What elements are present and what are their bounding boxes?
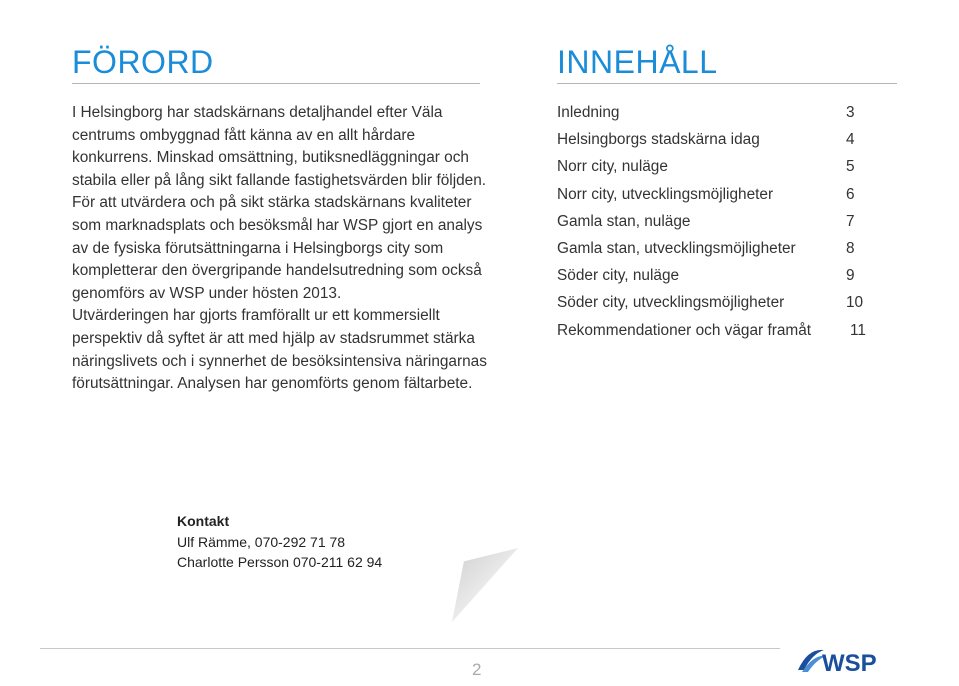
toc-item[interactable] xyxy=(557,292,887,319)
foreword-paragraph-2: Utvärderingen har gjorts framförallt ur ett kommersiellt perspektiv då syftet är att med hjälp av stadsrummet stärka näringslivets och i synnerhet de besöksintensiva näringarnas förutsättningar. Analysen har genomförts genom fältarbete. xyxy=(72,307,487,393)
toc-item-page: 5 xyxy=(846,158,855,176)
toc-item-page: 4 xyxy=(846,131,855,149)
toc-item-page: 9 xyxy=(846,267,855,285)
contents-title-rule xyxy=(557,83,897,84)
footer-divider xyxy=(40,648,780,649)
foreword-title: FÖRORD xyxy=(72,44,214,80)
toc-item-label: Rekommendationer och vägar framåt xyxy=(557,321,812,339)
toc-item[interactable] xyxy=(557,129,887,156)
contents-title: INNEHÅLL xyxy=(557,44,718,80)
toc-item-page: 10 xyxy=(846,294,864,312)
toc-item[interactable] xyxy=(557,102,887,129)
toc-item[interactable] xyxy=(557,265,887,292)
toc-item-label: Söder city, nuläge xyxy=(557,267,680,285)
toc-item-page: 11 xyxy=(850,321,866,339)
table-of-contents xyxy=(557,102,887,347)
contact-line-2: Charlotte Persson 070-211 62 94 xyxy=(177,554,383,570)
toc-item-label: Norr city, nuläge xyxy=(557,158,668,176)
toc-item-label: Inledning xyxy=(557,104,620,121)
contact-label: Kontakt xyxy=(177,513,230,529)
toc-item[interactable] xyxy=(557,320,887,347)
toc-item-page: 8 xyxy=(846,239,855,257)
toc-item[interactable] xyxy=(557,156,887,183)
toc-item[interactable] xyxy=(557,211,887,238)
toc-item-label: Gamla stan, utvecklingsmöjligheter xyxy=(557,239,796,257)
toc-item[interactable] xyxy=(557,238,887,265)
wsp-logo xyxy=(792,640,892,680)
toc-item[interactable] xyxy=(557,184,887,211)
foreword-paragraph-1: I Helsingborg har stadskärnans detaljhandel efter Väla centrums ombyggnad fått känna av en allt hårdare konkurrens. Minskad omsättning, butiksnedläggningar och stabila eller på lång sikt fallande fastighetsvärden blir följden. För att utvärdera och på sikt stärka stadskärnans kvaliteter som marknadsplats och besöksmål har WSP gjort en analys av de fysiska förutsättningarna i Helsingborgs city som kompletterar den övergripande handelsutredning som också genomförs av WSP under hösten 2013. xyxy=(72,104,487,302)
toc-item-page: 7 xyxy=(846,212,855,230)
page-number: 2 xyxy=(472,660,482,679)
toc-item-label: Helsingborgs stadskärna idag xyxy=(557,131,760,149)
foreword-text xyxy=(72,102,492,396)
contact-line-1: Ulf Rämme, 070-292 71 78 xyxy=(177,533,346,550)
toc-item-page: 3 xyxy=(846,104,855,121)
logo-text: WSP xyxy=(822,650,877,677)
contact-block xyxy=(177,511,382,573)
foreword-title-rule xyxy=(72,83,480,84)
toc-item-label: Söder city, utvecklingsmöjligheter xyxy=(557,294,785,312)
toc-item-label: Norr city, utvecklingsmöjligheter xyxy=(557,185,774,203)
toc-item-page: 6 xyxy=(846,185,855,203)
toc-item-label: Gamla stan, nuläge xyxy=(557,212,691,230)
